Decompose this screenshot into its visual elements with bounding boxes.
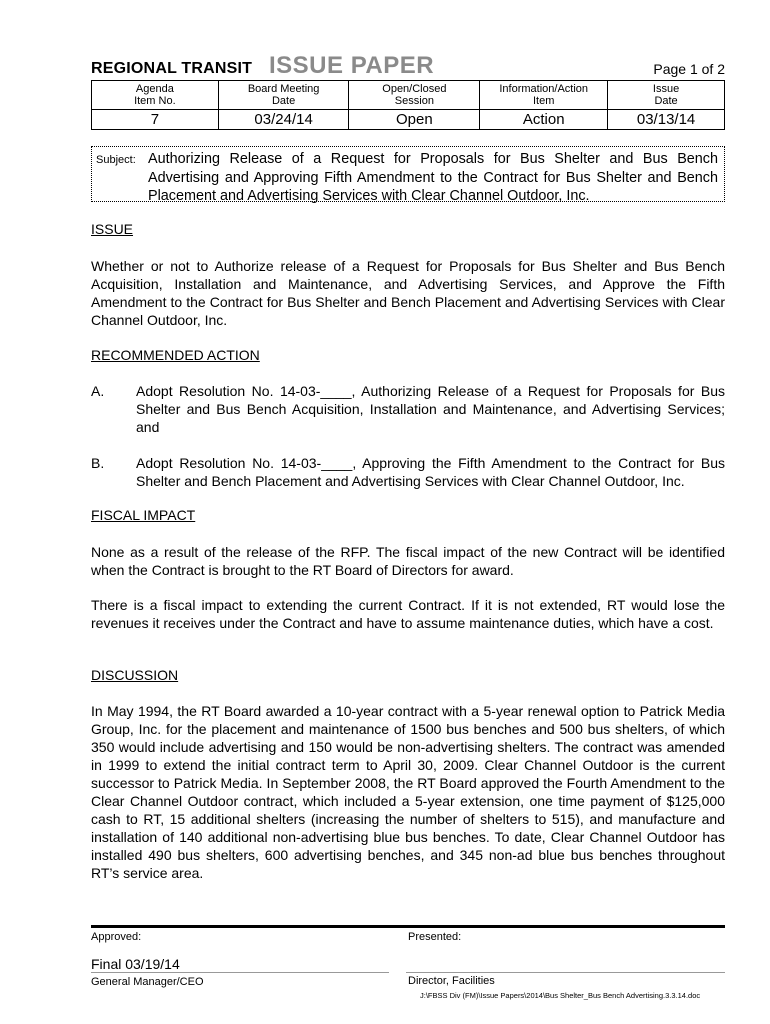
document-header xyxy=(91,52,725,82)
page-number: Page 1 of 2 xyxy=(653,61,725,77)
info-action-value: Action xyxy=(480,110,608,130)
issue-date-label: Issue Date xyxy=(608,81,725,110)
final-date: Final 03/19/14 xyxy=(91,956,180,972)
meta-table-value-row xyxy=(92,110,725,130)
rec-b-letter: B. xyxy=(91,455,105,471)
document-type: ISSUE PAPER xyxy=(269,52,435,79)
discussion-p1: In May 1994, the RT Board awarded a 10-year contract with a 5-year renewal option to Patrick Media Group, Inc. for the placement and maintenance of 1500 bus benches and 500 bus shelters, of which 350 would include advertising and 150 would be non-advertising shelters. The contract was amended in 1999 to extend the initial contract term to April 30, 2009. Clear Channel Outdoor is the current successor to Patrick Media. In September 2008, the RT Board approved the Fourth Amendment to the Clear Channel Outdoor contract, which included a 5-year extension, one time payment of $125,000 cash to RT, 15 additional shelters (increasing the number of shelters to 515), and manufacture and installation of 140 additional non-advertising blue bus benches. To date, Clear Channel Outdoor has installed 490 bus shelters, 600 advertising benches, and 345 non-ad blue bus benches throughout RT’s service area. xyxy=(91,703,725,881)
session-value: Open xyxy=(349,110,480,130)
session-label: Open/Closed Session xyxy=(349,81,480,110)
subject-label: Subject: xyxy=(96,154,136,166)
director-signature-line xyxy=(406,972,725,973)
rec-a-text: Adopt Resolution No. 14-03-____, Authorizing Release of a Request for Proposals for Bus Shelter and Bus Bench Acquisition, Installation and Maintenance, and Advertising Services; and xyxy=(136,383,725,435)
organization-name: REGIONAL TRANSIT xyxy=(91,60,253,77)
presented-label: Presented: xyxy=(408,931,462,943)
gm-label: General Manager/CEO xyxy=(91,976,204,988)
issue-date-value: 03/13/14 xyxy=(608,110,725,130)
fiscal-impact-p1: None as a result of the release of the RFP. The fiscal impact of the new Contract will be identified when the Contract is brought to the RT Board of Directors for award. xyxy=(91,544,725,578)
rec-b-text: Adopt Resolution No. 14-03-____, Approving the Fifth Amendment to the Contract for Bus Shelter and Bench Placement and Advertising Services with Clear Channel Outdoor, Inc. xyxy=(136,455,725,489)
agenda-item-value: 7 xyxy=(92,110,219,130)
meeting-date-value: 03/24/14 xyxy=(218,110,349,130)
issue-heading: ISSUE xyxy=(91,221,134,237)
issue-text: Whether or not to Authorize release of a Request for Proposals for Bus Shelter and Bus Bench Acquisition, Installation and Maintenance, and Advertising Services, and Approve the Fifth Amendment to the Contract for Bus Shelter and Bench Placement and Advertising Services with Clear Channel Outdoor, Inc. xyxy=(91,258,725,328)
subject-box xyxy=(91,146,725,202)
fiscal-impact-heading: FISCAL IMPACT xyxy=(91,507,196,523)
footer-rule xyxy=(91,925,725,928)
file-path: J:\FBSS Div (FM)\Issue Papers\2014\Bus Shelter_Bus Bench Advertising.3.3.14.doc xyxy=(420,991,701,1000)
recommended-action-heading: RECOMMENDED ACTION xyxy=(91,347,260,363)
gm-signature-line xyxy=(91,972,389,973)
agenda-item-label: Agenda Item No. xyxy=(92,81,219,110)
rec-a-letter: A. xyxy=(91,383,105,399)
meta-table xyxy=(91,80,725,130)
meta-table-label-row xyxy=(92,81,725,110)
info-action-label: Information/Action Item xyxy=(480,81,608,110)
fiscal-impact-p2: There is a fiscal impact to extending the current Contract. If it is not extended, RT would lose the revenues it receives under the Contract and have to assume maintenance duties, which have a cost. xyxy=(91,597,725,631)
approved-label: Approved: xyxy=(91,931,142,943)
director-label: Director, Facilities xyxy=(408,975,495,987)
subject-text: Authorizing Release of a Request for Proposals for Bus Shelter and Bus Bench Advertising and Approving Fifth Amendment to the Contract for Bus Shelter and Bench Placement and Advertising Services with Clear Channel Outdoor, Inc. xyxy=(148,151,718,204)
meeting-date-label: Board Meeting Date xyxy=(218,81,349,110)
discussion-heading: DISCUSSION xyxy=(91,667,179,683)
